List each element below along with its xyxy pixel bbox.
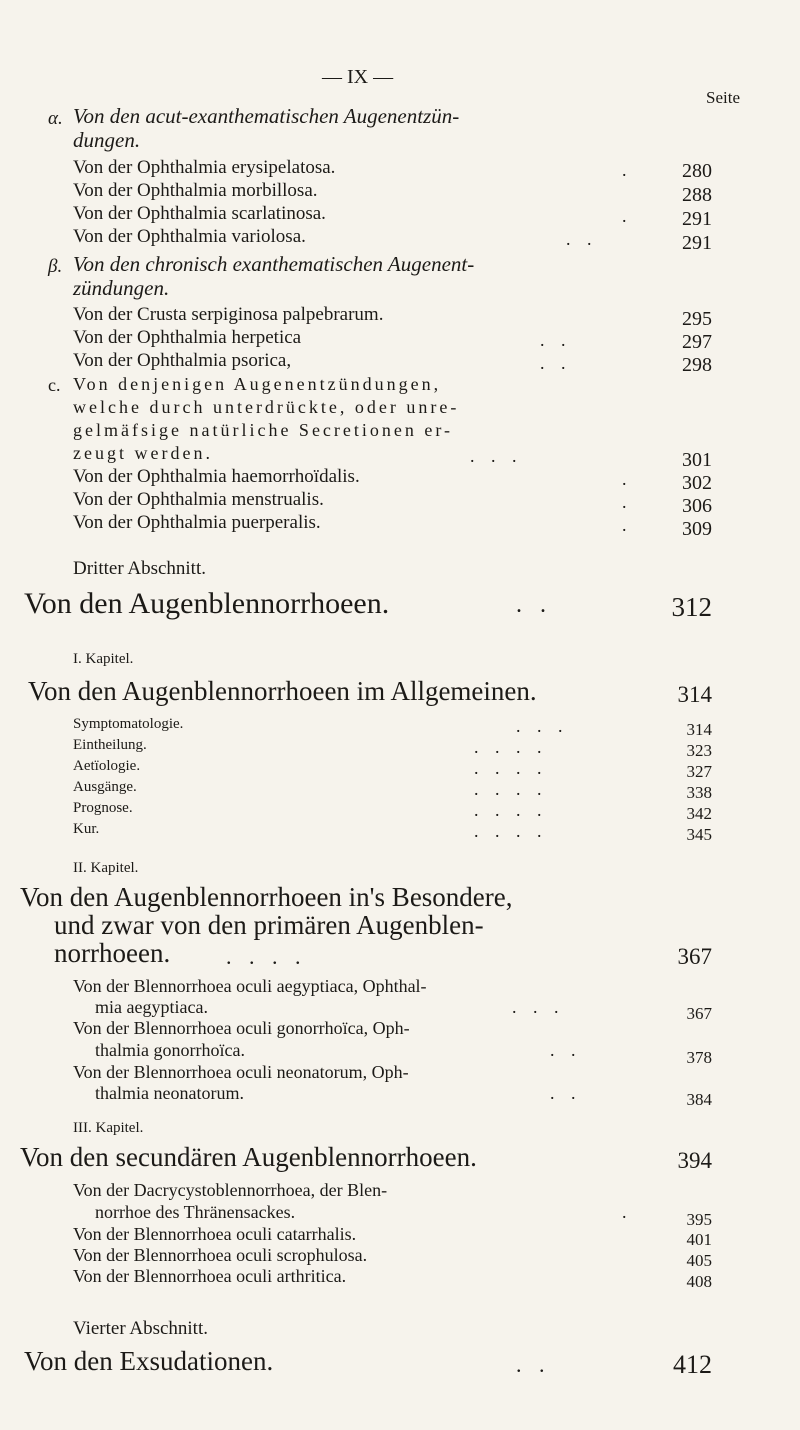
entry-dots: . . <box>550 1083 582 1103</box>
entry-text: Von der Ophthalmia variolosa. <box>73 226 306 247</box>
entry-page: 291 <box>682 208 712 230</box>
section-b-title-2: zündungen. <box>73 276 170 300</box>
entry-dots: . . <box>550 1040 582 1060</box>
section-b-title-1: Von den chronisch exanthematischen Augenent- <box>73 252 475 276</box>
entry-page: 405 <box>686 1251 712 1270</box>
section-a-marker: α. <box>48 108 63 129</box>
entry-line1: Von der Dacrycystoblennorrhoea, der Blen- <box>73 1180 388 1200</box>
entry-dots: . . . . <box>474 821 548 841</box>
entry-line1: Von der Blennorrhoea oculi gonorrhoïca, Oph- <box>73 1018 410 1038</box>
entry-page: 323 <box>686 741 712 760</box>
abschnitt4-title: Von den Exsudationen. <box>24 1346 274 1376</box>
entry-text: Aetïologie. <box>73 758 141 774</box>
entry-text: Von der Ophthalmia psorica, <box>73 350 292 371</box>
entry-dots: . . . . <box>474 779 548 799</box>
section-c-title-dots: . . . <box>470 446 523 466</box>
section-c-title-3: gelmäfsige natürliche Secretionen er- <box>73 420 454 440</box>
section-c-title-2: welche durch unterdrückte, oder unre- <box>73 397 460 417</box>
entry-dots: . . . <box>516 716 569 736</box>
kapitel2-title-2: und zwar von den primären Augenblen- <box>54 910 484 940</box>
section-b-marker: β. <box>48 256 63 277</box>
seite-label: Seite <box>706 88 740 107</box>
entry-page: 367 <box>686 1004 712 1023</box>
entry-text: Eintheilung. <box>73 737 147 753</box>
entry-text: Kur. <box>73 821 100 837</box>
entry-page: 306 <box>682 495 712 517</box>
entry-page: 302 <box>682 472 712 494</box>
entry-text: Von der Ophthalmia haemorrhoïdalis. <box>73 466 360 487</box>
section-a-title-2: dungen. <box>73 128 141 152</box>
entry-dots: . . <box>566 229 598 249</box>
kapitel1-page: 314 <box>677 682 712 707</box>
abschnitt4-label: Vierter Abschnitt. <box>73 1318 208 1339</box>
entry-page: 309 <box>682 518 712 540</box>
kapitel2-page: 367 <box>677 944 712 969</box>
entry-line2: mia aegyptiaca. <box>95 997 208 1017</box>
abschnitt3-page: 312 <box>671 592 712 622</box>
entry-page: 280 <box>682 160 712 182</box>
section-c-title-page: 301 <box>682 449 712 471</box>
entry-text: Von der Ophthalmia scarlatinosa. <box>73 203 326 224</box>
abschnitt4-dots: . . <box>516 1352 551 1377</box>
page-numeral: — IX — <box>322 66 394 88</box>
entry-page: 288 <box>682 184 712 206</box>
entry-line1: Von der Blennorrhoea oculi catarrhalis. <box>73 1224 357 1244</box>
abschnitt4-page: 412 <box>673 1350 712 1379</box>
kapitel3-title: Von den secundären Augenblennorrhoeen. <box>20 1142 477 1172</box>
section-c-title-4: zeugt werden. <box>73 443 213 463</box>
entry-page: 384 <box>686 1090 712 1109</box>
entry-text: Von der Ophthalmia puerperalis. <box>73 512 321 533</box>
entry-line1: Von der Blennorrhoea oculi aegyptiaca, Ophthal- <box>73 976 427 996</box>
entry-text: Von der Crusta serpiginosa palpebrarum. <box>73 304 384 325</box>
entry-dots: . . . . <box>474 737 548 757</box>
entry-dots: . . <box>540 330 572 350</box>
entry-text: Von der Ophthalmia erysipelatosa. <box>73 157 336 178</box>
entry-line2: norrhoe des Thränensackes. <box>95 1202 296 1222</box>
kapitel2-label: II. Kapitel. <box>73 860 139 876</box>
entry-page: 345 <box>686 825 712 844</box>
entry-dots: . . . . <box>474 758 548 778</box>
kapitel2-title-3: norrhoeen. <box>54 938 171 968</box>
kapitel2-title-1: Von den Augenblennorrhoeen in's Besondere, <box>20 882 513 912</box>
kapitel1-title: Von den Augenblennorrhoeen im Allgemeinen. <box>28 676 537 706</box>
entry-text: Von der Ophthalmia herpetica <box>73 327 302 348</box>
entry-page: 298 <box>682 354 712 376</box>
entry-page: 342 <box>686 804 712 823</box>
entry-page: 338 <box>686 783 712 802</box>
entry-page: 401 <box>686 1230 712 1249</box>
kapitel2-title-dots: . . . . <box>226 944 307 969</box>
entry-page: 297 <box>682 331 712 353</box>
entry-dots: . <box>622 1202 633 1222</box>
entry-page: 327 <box>686 762 712 781</box>
entry-page: 295 <box>682 308 712 330</box>
entry-line2: thalmia neonatorum. <box>95 1083 244 1103</box>
entry-line1: Von der Blennorrhoea oculi neonatorum, Oph- <box>73 1062 409 1082</box>
section-c-marker: c. <box>48 375 61 395</box>
entry-dots: . <box>622 515 633 535</box>
kapitel1-label: I. Kapitel. <box>73 651 134 667</box>
entry-text: Von der Ophthalmia menstrualis. <box>73 489 324 510</box>
entry-line1: Von der Blennorrhoea oculi arthritica. <box>73 1266 347 1286</box>
entry-dots: . <box>622 469 633 489</box>
entry-text: Ausgänge. <box>73 779 137 795</box>
abschnitt3-title: Von den Augenblennorrhoeen. <box>24 587 390 620</box>
entry-dots: . <box>622 206 633 226</box>
section-a-title-1: Von den acut-exanthematischen Augenentzün- <box>73 104 460 128</box>
entry-page: 291 <box>682 232 712 254</box>
entry-line1: Von der Blennorrhoea oculi scrophulosa. <box>73 1245 368 1265</box>
entry-page: 378 <box>686 1048 712 1067</box>
entry-dots: . <box>622 160 633 180</box>
entry-page: 314 <box>686 720 712 739</box>
abschnitt3-dots: . . <box>516 592 552 618</box>
entry-page: 408 <box>686 1272 712 1291</box>
entry-text: Symptomatologie. <box>73 716 184 732</box>
entry-dots: . . . <box>512 997 565 1017</box>
kapitel3-label: III. Kapitel. <box>73 1120 144 1136</box>
abschnitt3-label: Dritter Abschnitt. <box>73 558 206 579</box>
entry-text: Prognose. <box>73 800 133 816</box>
section-c-title-1: Von denjenigen Augenentzündungen, <box>73 374 442 394</box>
entry-line2: thalmia gonorrhoïca. <box>95 1040 245 1060</box>
entry-dots: . . <box>540 353 572 373</box>
entry-page: 395 <box>686 1210 712 1229</box>
entry-text: Von der Ophthalmia morbillosa. <box>73 180 318 201</box>
entry-dots: . <box>622 492 633 512</box>
kapitel3-page: 394 <box>677 1148 712 1173</box>
entry-dots: . . . . <box>474 800 548 820</box>
